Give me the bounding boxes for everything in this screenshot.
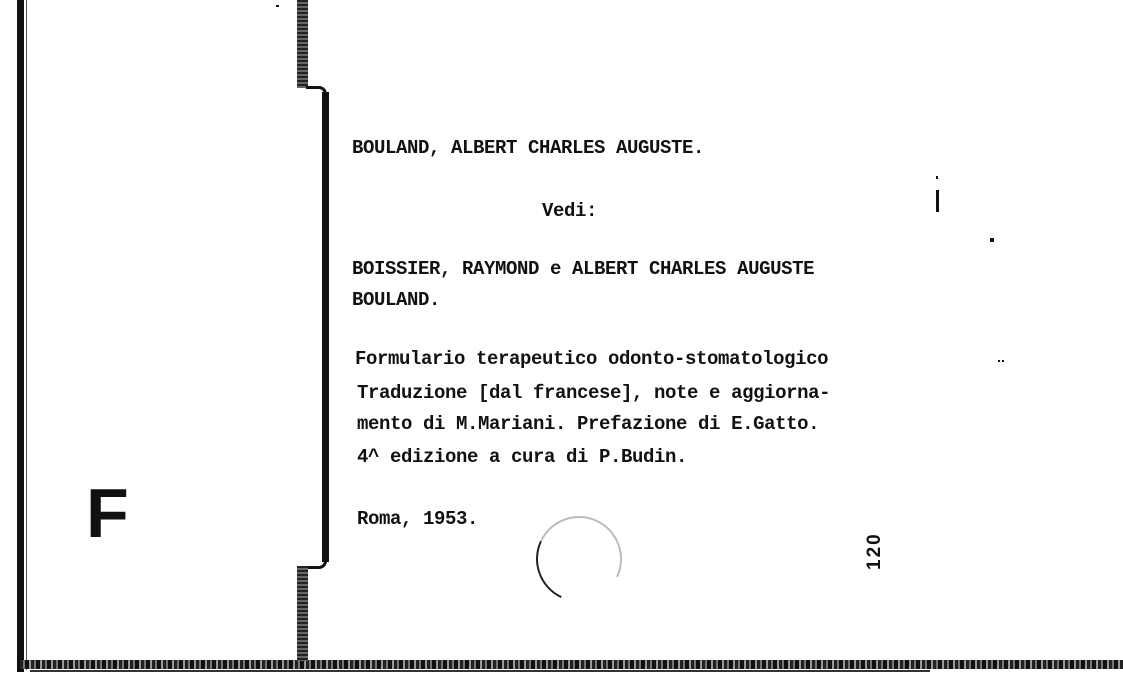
ink-speck — [990, 238, 994, 242]
reference-line-2: BOULAND. — [352, 289, 441, 311]
reference-line-1: BOISSIER, RAYMOND e ALBERT CHARLES AUGUSTE — [352, 258, 815, 280]
title-line-2: Traduzione [dal francese], note e aggiorna- — [357, 382, 831, 404]
ink-speck — [276, 5, 279, 7]
ink-speck — [936, 190, 939, 212]
see-reference-label: Vedi: — [542, 200, 598, 222]
title-line-3: mento di M.Mariani. Prefazione di E.Gatto. — [357, 413, 820, 435]
punch-hole-circle — [524, 504, 634, 614]
ink-speck — [998, 360, 1000, 362]
title-line-1: Formulario terapeutico odonto-stomatologico — [355, 348, 829, 370]
catalog-number: 120 — [864, 532, 885, 570]
card-tab-edge — [322, 92, 329, 562]
card-left-inner-border — [26, 0, 27, 670]
card-left-border — [17, 0, 24, 672]
author-heading: BOULAND, ALBERT CHARLES AUGUSTE. — [352, 137, 705, 159]
card-bottom-edge — [30, 670, 930, 672]
ink-speck — [1002, 360, 1004, 362]
card-tab-top — [297, 0, 308, 88]
card-tab-bottom — [297, 566, 308, 661]
card-bottom-border — [20, 660, 1123, 669]
ink-speck — [936, 176, 938, 179]
index-letter: F — [86, 474, 127, 552]
imprint: Roma, 1953. — [357, 508, 479, 530]
title-line-4: 4^ edizione a cura di P.Budin. — [357, 446, 688, 468]
card-tab-notch-bottom — [306, 558, 327, 569]
